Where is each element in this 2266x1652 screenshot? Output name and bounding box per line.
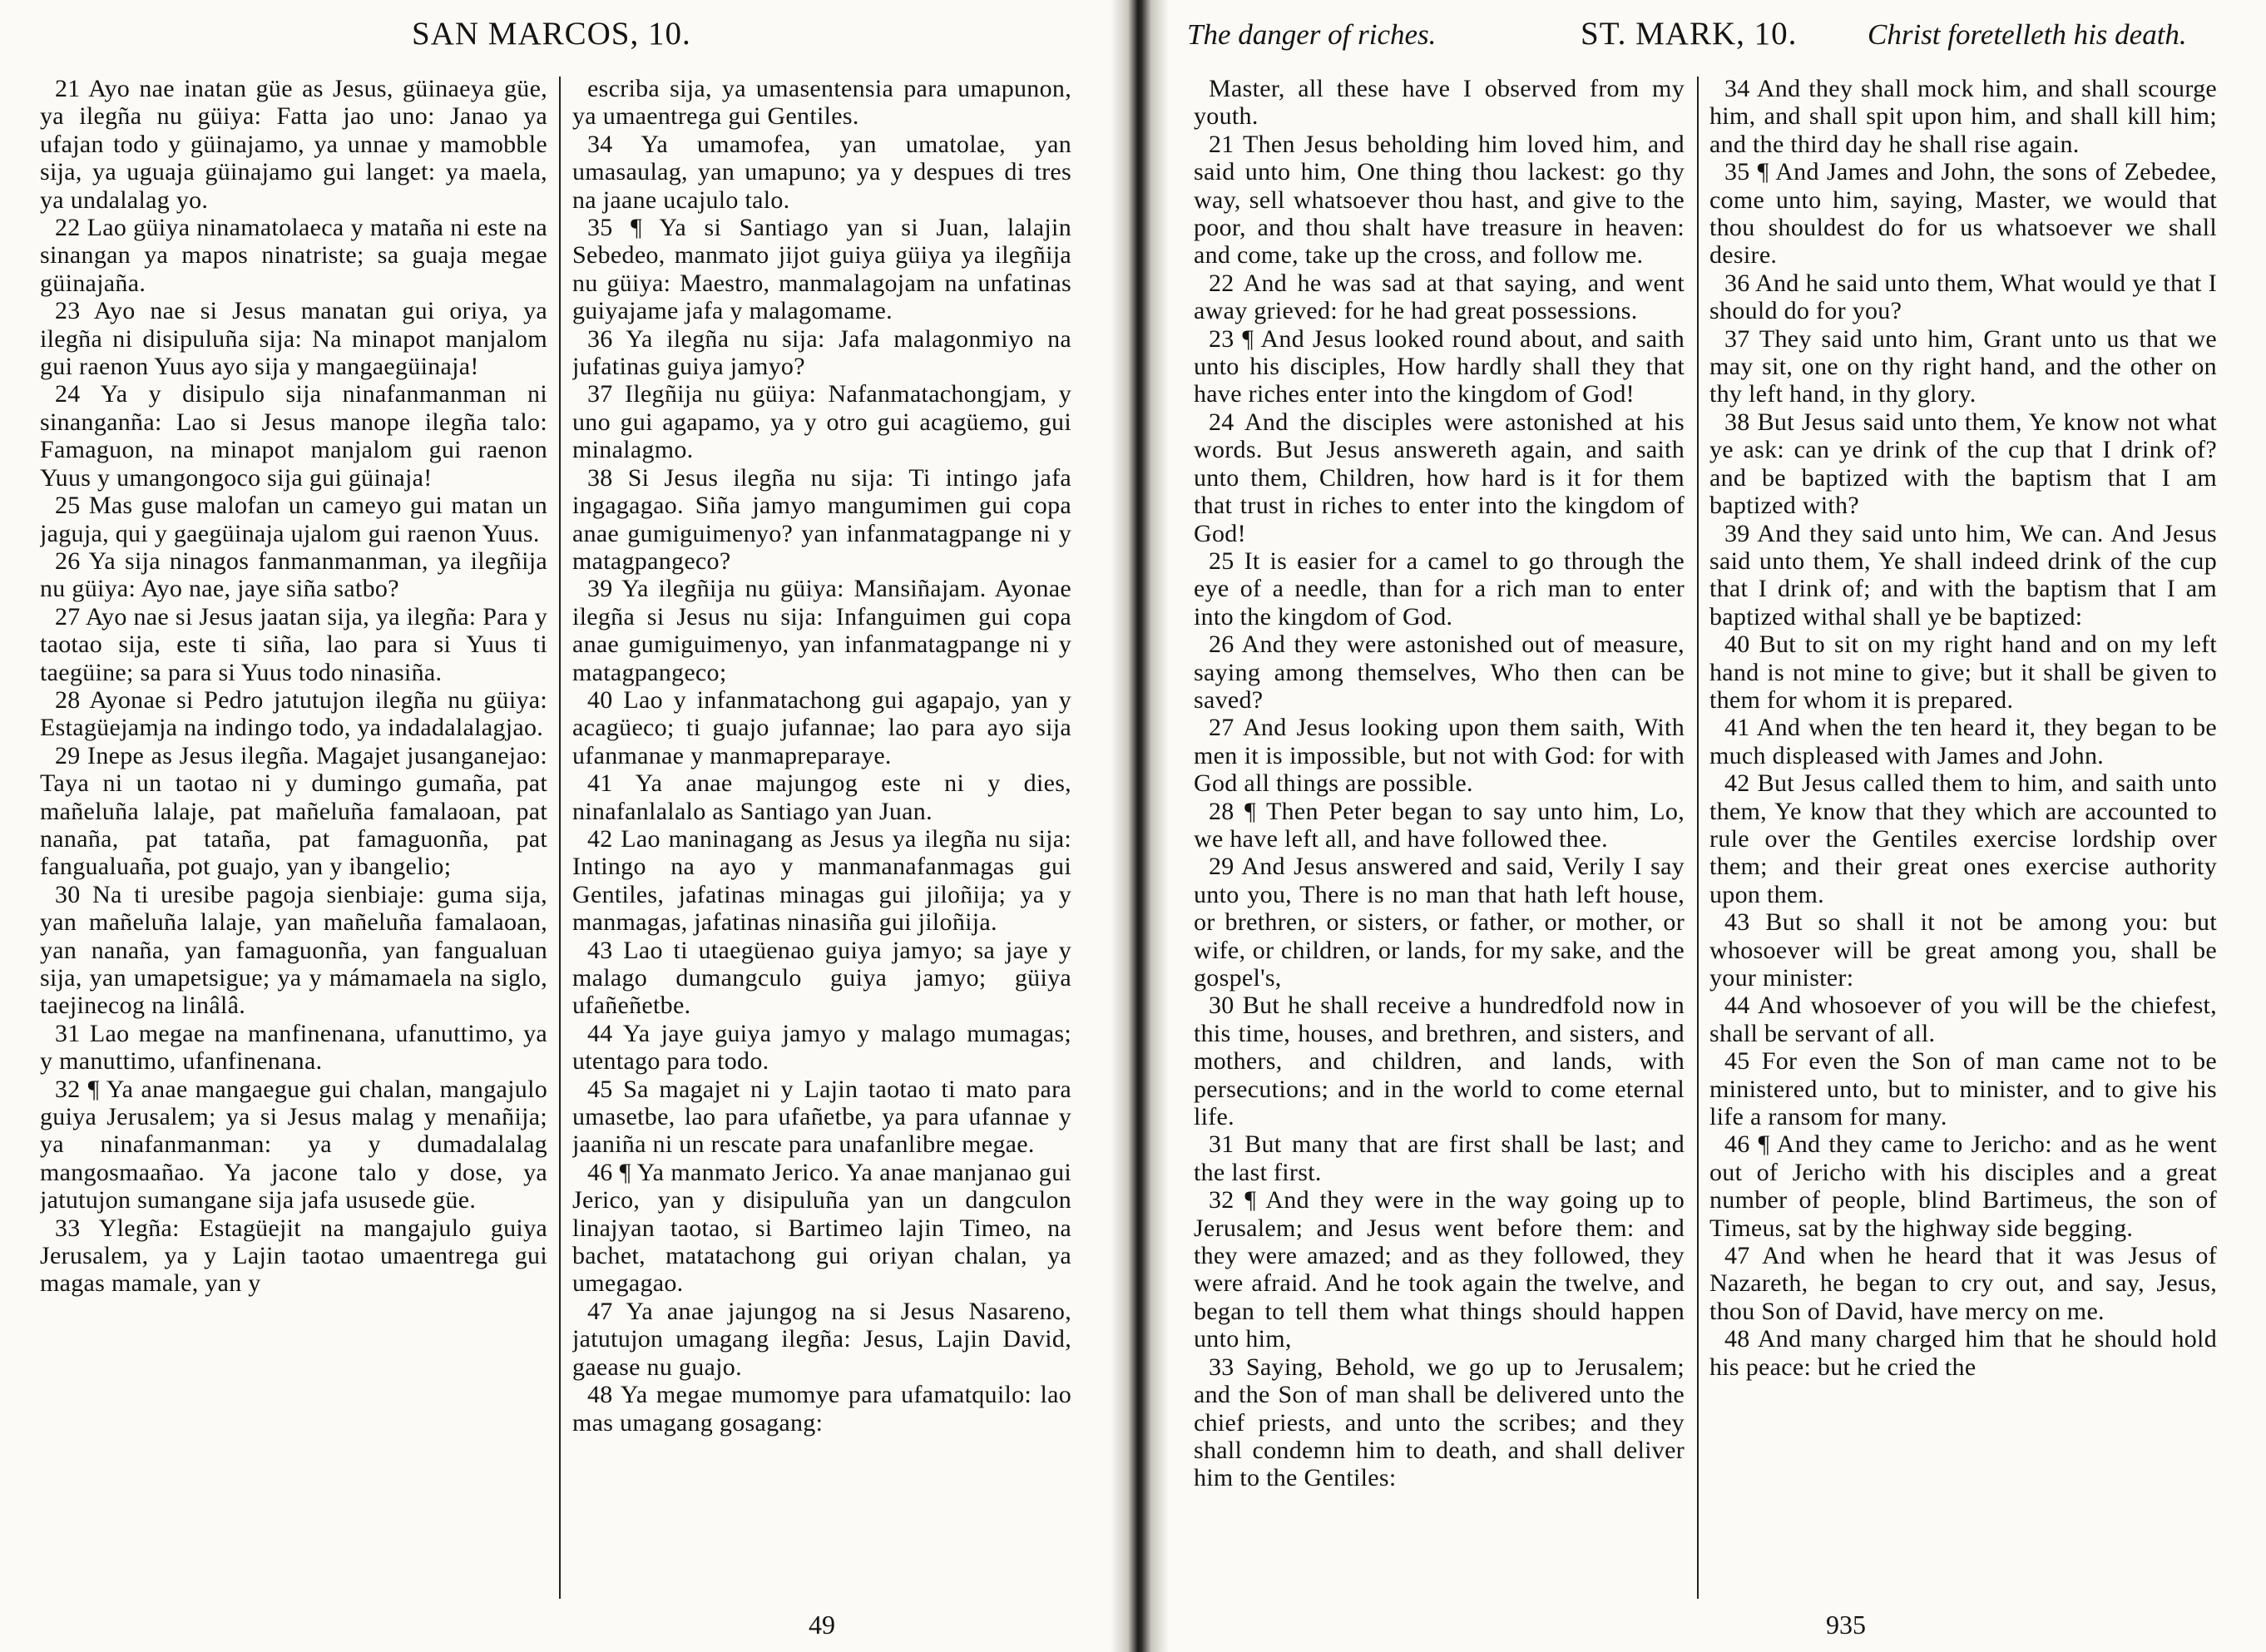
text-column-right-2: [1709, 75, 2217, 1572]
verse-paragraph: 47 And when he heard that it was Jesus of Nazareth, he began to cry out, and say, Jesus, thou Son of David, have mercy on me.: [1709, 1242, 2217, 1325]
verse-paragraph: 41 And when the ten heard it, they began to be much displeased with James and John.: [1709, 714, 2217, 769]
verse-paragraph: 22 Lao güiya ninamatolaeca y mataña ni este na sinangan ya mapos ninatriste; sa guaja megae güinajaña.: [40, 214, 547, 297]
text-column-left-1: [40, 75, 547, 1572]
verse-paragraph: 26 And they were astonished out of measure, saying among themselves, Who then can be saved?: [1194, 631, 1685, 714]
text-column-right-1: [1194, 75, 1685, 1572]
verse-paragraph: 26 Ya sija ninagos fanmanmanman, ya ilegñija nu güiya: Ayo nae, jaye siña satbo?: [40, 547, 547, 603]
verse-paragraph: 30 Na ti uresibe pagoja sienbiaje: guma sija, yan mañeluña lalaje, yan mañeluña famalaoan, yan nanaña, yan famaguonña, yan fangualuan sija, yan umapetsigue; ya y mámamaela na siglo, taejinecog na linâlâ.: [40, 880, 547, 1020]
left-page-chamorro: [0, 0, 1131, 1652]
verse-paragraph: 23 ¶ And Jesus looked round about, and saith unto his disciples, How hardly shall they that have riches enter into the kingdom of God!: [1194, 324, 1685, 408]
verse-paragraph: 30 But he shall receive a hundredfold now in this time, houses, and brethren, and sisters, and mothers, and children, and lands, with persecutions; and in the world to come eternal life.: [1194, 992, 1685, 1131]
verse-paragraph: 33 Saying, Behold, we go up to Jerusalem; and the Son of man shall be delivered unto the chief priests, and unto the scribes; and they shall condemn him to death, and shall deliver him to the Gentiles:: [1194, 1353, 1685, 1492]
column-divider: [559, 77, 561, 1599]
verse-paragraph: 32 ¶ Ya anae mangaegue gui chalan, mangajulo guiya Jerusalem; ya si Jesus malag y menañija; ya ninafanmanman: ya y dumadalalag mangosmaañao. Ya jacone talo y dose, ya jatutujon sumangane sija jafa ususede güe.: [40, 1075, 547, 1214]
page-header-title: ST. MARK, 10.: [1581, 16, 1798, 52]
verse-paragraph: Master, all these have I observed from my youth.: [1194, 75, 1685, 131]
verse-paragraph: 24 Ya y disipulo sija ninafanmanman ni sinanganña: Lao si Jesus manope ilegña talo: Famaguon, na minapot manjalom gui raenon Yuus y umangongoco sija gui güinaja!: [40, 380, 547, 492]
verse-paragraph: 46 ¶ Ya manmato Jerico. Ya anae manjanao gui Jerico, yan y disipuluña yan un dangculon linajyan taotao, si Bartimeo lajin Timeo, na bachet, matatachong gui oriyan chalan, ya umegagao.: [572, 1158, 1071, 1298]
verse-paragraph: 29 And Jesus answered and said, Verily I say unto you, There is no man that hath left house, or brethren, or sisters, or father, or mother, or wife, or children, or lands, for my sake, and the gospel's,: [1194, 853, 1685, 992]
verse-paragraph: 42 Lao maninagang as Jesus ya ilegña nu sija: Intingo na ayo y manmanafanmagas gui Gentiles, jafatinas minagas gui jiloñija; ya y manmagas, jafatinas ninasiña gui jiloñija.: [572, 824, 1071, 937]
verse-paragraph: 23 Ayo nae si Jesus manatan gui oriya, ya ilegña ni disipuluña sija: Na minapot manjalom gui raenon Yuus ayo sija y mangaegüinaja!: [40, 297, 547, 381]
verse-paragraph: 34 And they shall mock him, and shall scourge him, and shall spit upon him, and shall kill him; and the third day he shall rise again.: [1709, 75, 2217, 158]
verse-paragraph: 37 They said unto him, Grant unto us that we may sit, one on thy right hand, and the other on thy left hand, in thy glory.: [1709, 324, 2217, 408]
verse-paragraph: 25 Mas guse malofan un cameyo gui matan un jaguja, qui y gaegüinaja ujalom gui raenon Yuus.: [40, 492, 547, 547]
column-divider: [1697, 77, 1699, 1599]
verse-paragraph: 21 Ayo nae inatan güe as Jesus, güinaeya güe, ya ilegña nu güiya: Fatta jao uno: Janao ya ufajan todo y güinajamo, ya unnae y mamobble sija, ya uguaja güinajamo gui langet: ya maela, ya undalalag yo.: [40, 75, 547, 214]
verse-paragraph: 48 And many charged him that he should hold his peace: but he cried the: [1709, 1325, 2217, 1381]
verse-paragraph: 45 Sa magajet ni y Lajin taotao ti mato para umasetbe, lao para ufañetbe, ya para ufannae y jaaniña ni un rescate para unafanlibre megae.: [572, 1075, 1071, 1159]
verse-paragraph: 35 ¶ And James and John, the sons of Zebedee, come unto him, saying, Master, we would that thou shouldest do for us whatsoever we shall desire.: [1709, 158, 2217, 270]
verse-paragraph: 40 Lao y infanmatachong gui agapajo, yan y acagüeco; ti guajo jufannae; lao para ayo sija ufanmanae y manmapreparaye.: [572, 685, 1071, 769]
verse-paragraph: 32 ¶ And they were in the way going up to Jerusalem; and Jesus went before them: and they were amazed; and as they followed, they were afraid. And he took again the twelve, and began to tell them what things should happen unto him,: [1194, 1186, 1685, 1353]
verse-paragraph: 25 It is easier for a camel to go through the eye of a needle, than for a rich man to enter into the kingdom of God.: [1194, 547, 1685, 631]
verse-paragraph: 39 Ya ilegñija nu güiya: Mansiñajam. Ayonae ilegña si Jesus nu sija: Infanguimen gui copa anae gumiguimenyo, yan infanmatagpange ni y matagpangeco;: [572, 575, 1071, 686]
verse-paragraph: 31 But many that are first shall be last; and the last first.: [1194, 1130, 1685, 1186]
verse-paragraph: escriba sija, ya umasentensia para umapunon, ya umaentrega gui Gentiles.: [572, 75, 1071, 131]
verse-paragraph: 41 Ya anae majungog este ni y dies, ninafanlalalo as Santiago yan Juan.: [572, 769, 1071, 825]
verse-paragraph: 35 ¶ Ya si Santiago yan si Juan, lalajin Sebedeo, manmato jijot guiya güiya ya ilegñija nu güiya: Maestro, manmalagojam na unfatinas guiyajame jafa y malagomame.: [572, 214, 1071, 325]
verse-paragraph: 24 And the disciples were astonished at his words. But Jesus answereth again, and saith unto them, Children, how hard is it for them that trust in riches to enter into the kingdom of God!: [1194, 408, 1685, 547]
verse-paragraph: 48 Ya megae mumomye para ufamatquilo: lao mas umagang gosagang:: [572, 1381, 1071, 1437]
verse-paragraph: 28 Ayonae si Pedro jatutujon ilegña nu güiya: Estagüejamja na indingo todo, ya indadalalagjao.: [40, 685, 547, 742]
verse-paragraph: 21 Then Jesus beholding him loved him, and said unto him, One thing thou lackest: go thy way, sell whatsoever thou hast, and give to the poor, and thou shalt have treasure in heaven: and come, take up the cross, and follow me.: [1194, 130, 1685, 270]
verse-paragraph: 22 And he was sad at that saying, and went away grieved: for he had great possessions.: [1194, 269, 1685, 325]
verse-paragraph: 38 Si Jesus ilegña nu sija: Ti intingo jafa ingagagao. Siña jamyo mangumimen gui copa anae gumiguimenyo? yan infanmatagpange ni y matagpangeco?: [572, 463, 1071, 575]
verse-paragraph: 36 Ya ilegña nu sija: Jafa malagonmiyo na jufatinas guiya jamyo?: [572, 324, 1071, 381]
verse-paragraph: 43 But so shall it not be among you: but whosoever will be great among you, shall be your minister:: [1709, 908, 2217, 992]
verse-paragraph: 45 For even the Son of man came not to be ministered unto, but to minister, and to give his life a ransom for many.: [1709, 1047, 2217, 1131]
page-header-title: SAN MARCOS, 10.: [412, 16, 691, 52]
page-number: 49: [809, 1610, 835, 1640]
verse-paragraph: 46 ¶ And they came to Jericho: and as he went out of Jericho with his disciples and a great number of people, blind Bartimeus, the son of Timeus, sat by the highway side begging.: [1709, 1130, 2217, 1242]
verse-paragraph: 39 And they said unto him, We can. And Jesus said unto them, Ye shall indeed drink of the cup that I drink of; and with the baptism that I am baptized withal shall ye be baptized:: [1709, 519, 2217, 631]
verse-paragraph: 38 But Jesus said unto them, Ye know not what ye ask: can ye drink of the cup that I drink of? and be baptized with the baptism that I am baptized with?: [1709, 408, 2217, 520]
verse-paragraph: 47 Ya anae jajungog na si Jesus Nasareno, jatutujon umagang ilegña: Jesus, Lajin David, gaease nu guajo.: [572, 1297, 1071, 1381]
verse-paragraph: 29 Inepe as Jesus ilegña. Magajet jusanganejao: Taya ni un taotao ni y dumingo gumaña, pat mañeluña lalaje, pat mañeluña famalaoan, pat nanaña, pat tataña, pat famaguonña, pat fangualuaña, pot guajo, yan y ibangelio;: [40, 741, 547, 881]
verse-paragraph: 42 But Jesus called them to him, and saith unto them, Ye know that they which are accounted to rule over the Gentiles exercise lordship over them; and their great ones exercise authority upon them.: [1709, 769, 2217, 908]
verse-paragraph: 27 Ayo nae si Jesus jaatan sija, ya ilegña: Para y taotao sija, este ti siña, lao para si Yuus ti taegüine; sa para si Yuus todo ninasiña.: [40, 602, 547, 686]
verse-paragraph: 40 But to sit on my right hand and on my left hand is not mine to give; but it shall be given to them for whom it is prepared.: [1709, 631, 2217, 714]
running-head-right: Christ foretelleth his death.: [1868, 18, 2187, 51]
right-page-english: [1152, 0, 2266, 1652]
verse-paragraph: 31 Lao megae na manfinenana, ufanuttimo, ya y manuttimo, ufanfinenana.: [40, 1019, 547, 1076]
verse-paragraph: 34 Ya umamofea, yan umatolae, yan umasaulag, yan umapuno; ya y despues di tres na jaane ucajulo talo.: [572, 130, 1071, 214]
page-number: 935: [1826, 1610, 1866, 1640]
verse-paragraph: 44 And whosoever of you will be the chiefest, shall be servant of all.: [1709, 992, 2217, 1047]
verse-paragraph: 44 Ya jaye guiya jamyo y malago mumagas; utentago para todo.: [572, 1019, 1071, 1076]
verse-paragraph: 28 ¶ Then Peter began to say unto him, Lo, we have left all, and have followed thee.: [1194, 797, 1685, 853]
verse-paragraph: 36 And he said unto them, What would ye that I should do for you?: [1709, 269, 2217, 325]
text-column-left-2: [572, 75, 1071, 1572]
verse-paragraph: 37 Ilegñija nu güiya: Nafanmatachongjam, y uno gui agapamo, ya y otro gui acagüemo, gui minalagmo.: [572, 380, 1071, 464]
verse-paragraph: 43 Lao ti utaegüenao guiya jamyo; sa jaye y malago dumangculo guiya jamyo; güiya ufañeñetbe.: [572, 936, 1071, 1020]
verse-paragraph: 33 Ylegña: Estagüejit na mangajulo guiya Jerusalem, ya y Lajin taotao umaentrega gui magas mamale, yan y: [40, 1214, 547, 1298]
running-head-left: The danger of riches.: [1187, 18, 1437, 51]
verse-paragraph: 27 And Jesus looking upon them saith, With men it is impossible, but not with God: for with God all things are possible.: [1194, 714, 1685, 798]
